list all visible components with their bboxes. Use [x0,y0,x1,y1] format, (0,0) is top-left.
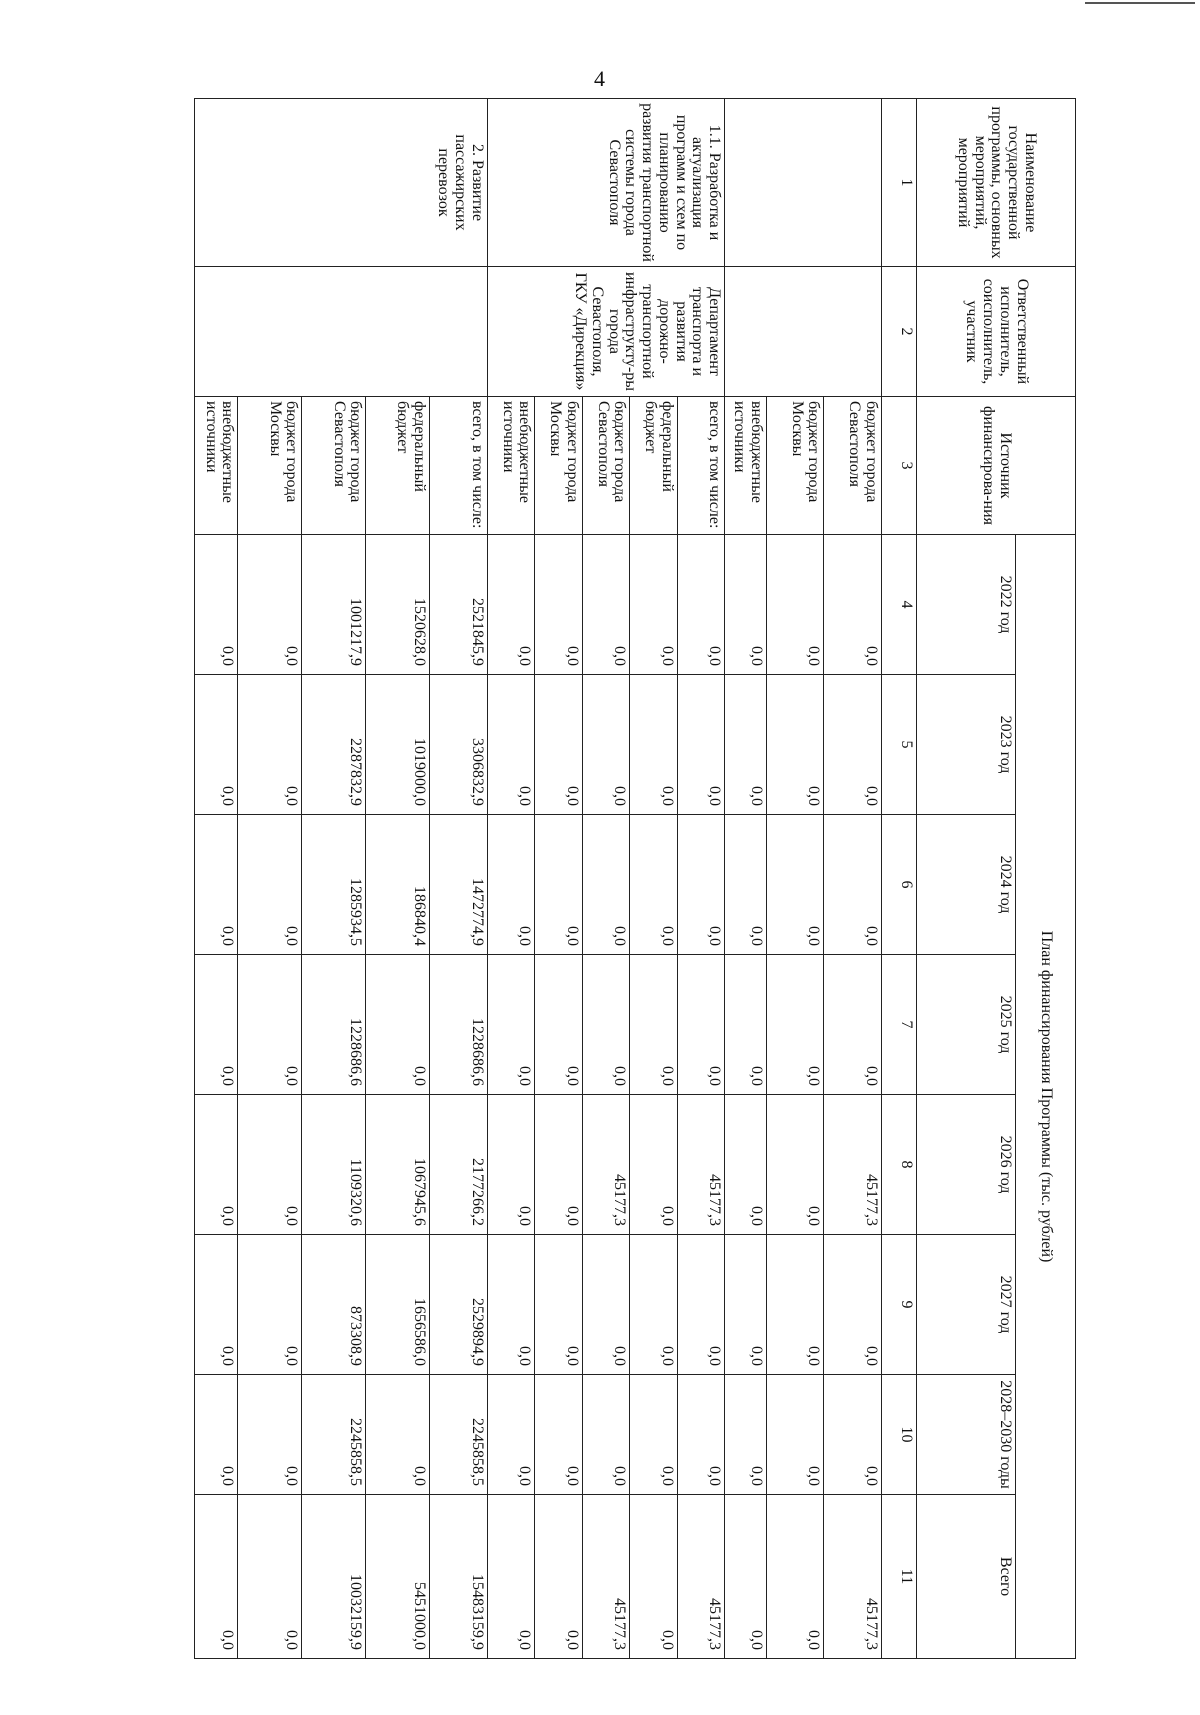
index-cell: 11 [882,1495,917,1659]
value-cell: 45177,3 [582,1095,629,1235]
row-responsible [195,267,488,397]
row-source: бюджет города Москвы [535,397,582,535]
index-cell: 5 [882,675,917,815]
page-number: 4 [594,66,605,91]
value-cell: 0,0 [766,1095,824,1235]
value-cell: 0,0 [195,1375,238,1495]
header-plan: План финансирования Программы (тыс. рублей) [1016,535,1076,1659]
value-cell: 0,0 [535,1375,582,1495]
value-cell: 0,0 [766,675,824,815]
value-cell: 0,0 [582,955,629,1095]
value-cell: 0,0 [725,675,766,815]
value-cell: 2177266,2 [430,1095,488,1235]
value-cell: 0,0 [630,675,677,815]
value-cell: 0,0 [725,1375,766,1495]
value-cell: 0,0 [195,815,238,955]
row-source: бюджет города Севастополя [824,397,882,535]
row-source: всего, в том числе: [430,397,488,535]
value-cell: 186840,4 [366,815,430,955]
value-cell: 45177,3 [677,1495,724,1659]
value-cell: 45177,3 [824,1495,882,1659]
value-cell: 0,0 [677,1375,724,1495]
year-2026: 2026 год [917,1095,1016,1235]
table-row [430,99,488,1659]
value-cell: 0,0 [488,1495,535,1659]
value-cell: 1228686,6 [302,955,366,1095]
row-name: 2. Развитие пассажирских перевозок [195,99,488,267]
value-cell: 0,0 [488,1235,535,1375]
value-cell: 0,0 [725,535,766,675]
value-cell: 0,0 [824,815,882,955]
year-2028-2030: 2028–2030 годы [917,1375,1016,1495]
value-cell: 0,0 [725,815,766,955]
value-cell: 0,0 [238,1235,302,1375]
value-cell: 2245858,5 [302,1375,366,1495]
value-cell: 0,0 [630,815,677,955]
value-cell: 0,0 [488,1375,535,1495]
index-cell: 6 [882,815,917,955]
value-cell: 0,0 [238,1375,302,1495]
value-cell: 0,0 [824,535,882,675]
value-cell: 15483159,9 [430,1495,488,1659]
row-source: бюджет города Севастополя [302,397,366,535]
value-cell: 45177,3 [582,1495,629,1659]
value-cell: 1285934,5 [302,815,366,955]
value-cell: 1109320,6 [302,1095,366,1235]
value-cell: 0,0 [366,955,430,1095]
value-cell: 0,0 [535,1095,582,1235]
value-cell: 0,0 [238,675,302,815]
value-cell: 0,0 [488,815,535,955]
row-source: бюджет города Севастополя [582,397,629,535]
value-cell: 0,0 [195,675,238,815]
value-cell: 0,0 [630,1375,677,1495]
year-2025: 2025 год [917,955,1016,1095]
value-cell: 0,0 [725,1095,766,1235]
value-cell: 0,0 [824,1235,882,1375]
value-cell: 1656586,0 [366,1235,430,1375]
header-responsible: Ответственный исполнитель, соисполнитель, участник [917,267,1076,397]
value-cell: 0,0 [195,1235,238,1375]
value-cell: 0,0 [677,675,724,815]
table-row [677,99,724,1659]
value-cell: 0,0 [824,955,882,1095]
value-cell: 0,0 [488,675,535,815]
value-cell: 0,0 [677,1235,724,1375]
value-cell: 0,0 [630,1235,677,1375]
row-responsible [725,267,882,397]
value-cell: 0,0 [766,1495,824,1659]
index-cell: 2 [882,267,917,397]
row-source: бюджет города Москвы [238,397,302,535]
value-cell: 0,0 [725,1495,766,1659]
row-source: внебюджетные источники [488,397,535,535]
value-cell: 0,0 [582,1375,629,1495]
value-cell: 0,0 [238,955,302,1095]
value-cell: 0,0 [630,535,677,675]
value-cell: 1001217,9 [302,535,366,675]
value-cell: 0,0 [488,1095,535,1235]
value-cell: 0,0 [677,535,724,675]
index-cell: 7 [882,955,917,1095]
row-source: внебюджетные источники [725,397,766,535]
value-cell: 45177,3 [824,1095,882,1235]
year-total: Всего [917,1495,1016,1659]
rotated-table-container [194,98,1076,1658]
value-cell: 0,0 [766,815,824,955]
value-cell: 0,0 [766,1375,824,1495]
financing-table [194,98,1076,1659]
value-cell: 2245858,5 [430,1375,488,1495]
value-cell: 1019000,0 [366,675,430,815]
value-cell: 0,0 [488,535,535,675]
value-cell: 0,0 [630,1495,677,1659]
value-cell: 0,0 [582,815,629,955]
row-source: федеральный бюджет [630,397,677,535]
value-cell: 0,0 [766,1235,824,1375]
value-cell: 45177,3 [677,1095,724,1235]
index-row [882,99,917,1659]
value-cell: 0,0 [195,955,238,1095]
index-cell: 8 [882,1095,917,1235]
value-cell: 0,0 [535,1235,582,1375]
value-cell: 0,0 [238,535,302,675]
value-cell: 0,0 [488,955,535,1095]
value-cell: 0,0 [238,815,302,955]
value-cell: 2521845,9 [430,535,488,675]
value-cell: 2529894,9 [430,1235,488,1375]
value-cell: 0,0 [677,955,724,1095]
row-responsible: Департамент транспорта и развития дорожно-транспортной инфраструкту-ры города Севастополя, ГКУ «Дирекция» [488,267,725,397]
value-cell: 1228686,6 [430,955,488,1095]
value-cell: 1520628,0 [366,535,430,675]
index-cell: 3 [882,397,917,535]
value-cell: 0,0 [582,675,629,815]
header-row-1 [1016,99,1076,1659]
value-cell: 0,0 [824,675,882,815]
value-cell: 0,0 [766,955,824,1095]
value-cell: 0,0 [195,1495,238,1659]
value-cell: 10032159,9 [302,1495,366,1659]
index-cell: 1 [882,99,917,267]
value-cell: 0,0 [582,1235,629,1375]
value-cell: 0,0 [535,955,582,1095]
value-cell: 0,0 [677,815,724,955]
value-cell: 0,0 [630,1095,677,1235]
value-cell: 0,0 [535,1495,582,1659]
value-cell: 0,0 [535,675,582,815]
header-name: Наименование государственной программы, основных мероприятий, мероприятий [917,99,1076,267]
value-cell: 1472774,9 [430,815,488,955]
value-cell: 0,0 [725,955,766,1095]
value-cell: 3306832,9 [430,675,488,815]
row-source: всего, в том числе: [677,397,724,535]
header-source: Источник финансирова-ния [917,397,1076,535]
row-source: внебюджетные источники [195,397,238,535]
table-row [824,99,882,1659]
row-source: федеральный бюджет [366,397,430,535]
year-2024: 2024 год [917,815,1016,955]
value-cell: 0,0 [366,1375,430,1495]
value-cell: 0,0 [195,1095,238,1235]
value-cell: 2287832,9 [302,675,366,815]
year-2022: 2022 год [917,535,1016,675]
value-cell: 0,0 [238,1095,302,1235]
scan-edge-rule [1085,2,1195,4]
value-cell: 0,0 [630,955,677,1095]
value-cell: 5451000,0 [366,1495,430,1659]
value-cell: 0,0 [725,1235,766,1375]
index-cell: 4 [882,535,917,675]
value-cell: 0,0 [535,535,582,675]
value-cell: 1067945,6 [366,1095,430,1235]
row-name: 1.1. Разработка и актуализация программ и схем по планированию развития транспортной системы города Севастополя [488,99,725,267]
value-cell: 0,0 [766,535,824,675]
year-2027: 2027 год [917,1235,1016,1375]
value-cell: 0,0 [535,815,582,955]
index-cell: 10 [882,1375,917,1495]
value-cell: 0,0 [582,535,629,675]
value-cell: 873308,9 [302,1235,366,1375]
row-source: бюджет города Москвы [766,397,824,535]
year-2023: 2023 год [917,675,1016,815]
value-cell: 0,0 [195,535,238,675]
index-cell: 9 [882,1235,917,1375]
row-name [725,99,882,267]
value-cell: 0,0 [238,1495,302,1659]
value-cell: 0,0 [824,1375,882,1495]
